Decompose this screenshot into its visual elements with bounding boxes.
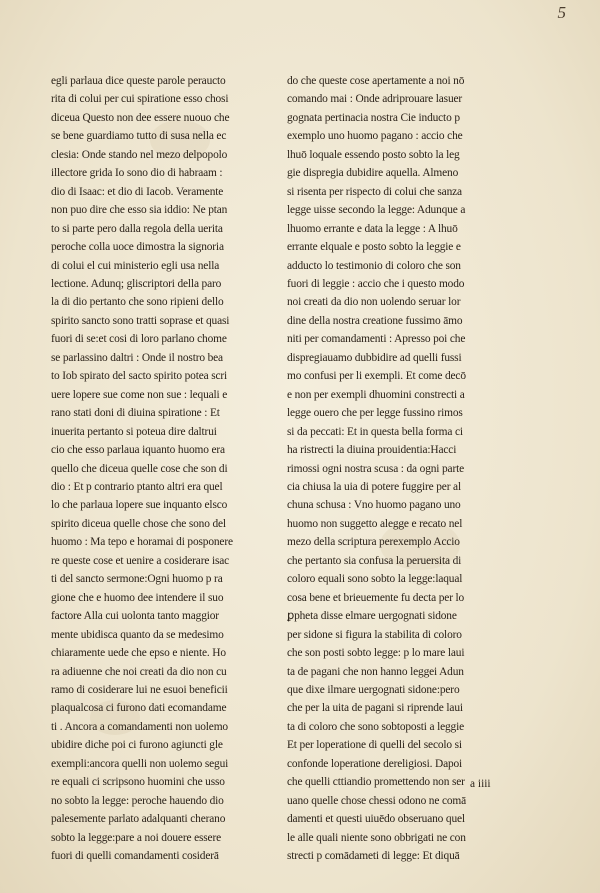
text-line: fuori di leggie : accio che i questo modo (287, 277, 465, 290)
text-line: ti del sancto sermone:Ogni huomo p ra (51, 573, 223, 586)
text-line: si risenta per rispecto di colui che sanza (287, 185, 462, 198)
text-line: ta di coloro che sono sobtoposti a leggie (287, 720, 465, 733)
text-line: dio di Isaac: et dio di Iacob. Veramente (51, 185, 224, 198)
text-line: uano quelle chose chessi odono ne comā (287, 794, 467, 807)
text-line: no sobto la legge: peroche hauendo dio (51, 794, 224, 807)
text-line: niti per comandamenti : Apresso poi che (287, 333, 466, 346)
text-line: cia chiusa la uia di potere fuggire per al (287, 480, 461, 493)
text-line: errante elquale e posto sobto la leggie e (287, 241, 461, 254)
text-line: uere lopere sue come non sue : lequali e (51, 388, 228, 401)
text-line: dine della nostra creatione fussimo āmo (287, 314, 463, 327)
text-line: rano stati doni di diuina spiratione : Et (51, 407, 220, 420)
folio-number: 5 (557, 3, 566, 22)
text-line: che pertanto sia confusa la peruersita di (287, 554, 462, 567)
text-line: dispregiauamo dubbidire ad quelli fussi (287, 351, 462, 364)
text-line: to si parte pero dalla regola della uerita (51, 222, 223, 235)
text-line: re queste cose et uenire a cosiderare isac (51, 554, 230, 567)
text-line: di colui el cui ministerio egli usa nella (51, 259, 220, 272)
text-line: non puo dire che esso sia iddio: Ne ptan (51, 204, 228, 217)
left-text-column (51, 72, 273, 865)
text-line: que dixe ilmare uergognati sidone:pero (287, 683, 460, 696)
text-line: noi creati da dio non uolendo seruar lor (287, 296, 461, 309)
text-line: ti . Ancora a comandamenti non uolemo (51, 720, 228, 733)
text-line: mo confusi per li exempli. Et come decō (287, 370, 466, 383)
text-line: lhuomo errante e data la legge : A lhuō (287, 222, 458, 235)
text-line: lhuō loquale essendo posto sobto la leg (287, 148, 460, 161)
text-line: palesemente parlato adalquanti cherano (51, 813, 226, 826)
text-line: huomo non suggetto alegge e recato nel (287, 517, 463, 530)
text-line: peroche colla uoce dimostra la signoria (51, 241, 224, 254)
text-line: le alle quali niente sono obbrigati ne con (287, 831, 466, 844)
text-line: dio : Et p contrario ptanto altri era quel (51, 480, 223, 493)
text-line: se parlassino daltri : Onde il nostro bea (51, 351, 223, 364)
text-line: plaqualcosa ci furono dati ecomandame (51, 702, 227, 715)
text-line: cosa bene et brieuemente fu decta per lo (287, 591, 465, 604)
text-line: legge uisse secondo la legge: Adunque a (287, 204, 466, 217)
text-line: ha ristrecti la diuina prouidentia:Hacci (287, 444, 457, 457)
text-line: che son posti sobto legge: p lo mare laui (287, 647, 465, 660)
text-line: lectione. Adunq; gliscriptori della paro (51, 277, 222, 290)
text-line: egli parlaua dice queste parole peraucto (51, 75, 226, 87)
text-line: mezo della scriptura perexemplo Accio (287, 536, 460, 549)
text-line: fuori di se:et cosi di loro parlano chome (51, 333, 227, 346)
text-line: gie dispregia dubidire aquella. Almeno (287, 167, 459, 180)
text-line: exempli:ancora quelli non uolemo segui (51, 757, 229, 770)
text-line: chiaramente uede che epso e niente. Ho (51, 647, 226, 660)
text-line: che quelli cttiandio promettendo non ser (287, 776, 465, 789)
text-line: chuna schusa : Vno huomo pagano uno (287, 499, 461, 512)
text-line: comando mai : Onde adriprouare lasuer (287, 93, 463, 106)
text-line: diceua Questo non dee essere nuouo che (51, 111, 230, 124)
text-line: sobto la legge:pare a noi douere essere (51, 831, 221, 844)
text-line: clesia: Onde stando nel mezo delpopolo (51, 148, 228, 161)
right-text-column (287, 72, 509, 865)
text-line: mente ubidisca quanto da se medesimo (51, 628, 224, 641)
text-line: gione che e huomo dee intendere il suo (51, 591, 224, 604)
text-line: rimossi ogni nostra scusa : da ogni parte (287, 462, 465, 475)
text-line: ta de pagani che non hanno leggei Adun (287, 665, 464, 678)
text-line: cio che esso parlaua iquanto huomo era (51, 444, 225, 457)
text-line: lo che parlaua lopere sue inquanto elsco (51, 499, 228, 512)
text-line: to Iob spirato del sacto spirito potea scri (51, 370, 228, 383)
text-line: legge ouero che per legge fussino rimos (287, 407, 463, 420)
text-line: spirito sancto sono tratti soprase et quasi (51, 314, 230, 327)
text-line: confonde loperatione dereligiosi. Dapoi (287, 757, 463, 770)
text-line: ubidire diche poi ci furono agiuncti gle (51, 739, 223, 752)
text-line: illectore grida Io sono dio di habraam : (51, 167, 223, 180)
text-line: ramo di cosiderare lui ne esuoi beneficii (51, 683, 228, 696)
text-line: ra adiuenne che noi creati da dio non cu (51, 665, 227, 678)
text-line: do che queste cose apertamente a noi nō (287, 75, 465, 87)
text-line: re equali ci scripsono huomini che usso (51, 776, 225, 789)
text-line: e non per exempli dhuomini constrecti a (287, 388, 465, 401)
text-line: spirito diceua quelle chose che sono del (51, 517, 226, 530)
text-line: fuori di quelli comandamenti cosiderā (51, 850, 219, 863)
text-line: strecti p comādameti di legge: Et diquā (287, 850, 460, 863)
text-line: per sidone si figura la stabilita di coloro (287, 628, 462, 641)
text-line: inuerita pertanto si poteua dire daltrui (51, 425, 217, 438)
text-line: huomo : Ma tepo e horamai di posponere (51, 536, 233, 549)
text-line: Et per loperatione di quelli del secolo si (287, 739, 462, 752)
text-line: factore Alla cui uolonta tanto maggior (51, 610, 219, 623)
text-line: ꝑpheta disse elmare uergognati sidone (287, 610, 457, 623)
signature-mark: a iiii (470, 778, 491, 790)
text-line: si da peccati: Et in questa bella forma ci (287, 425, 463, 438)
text-line: adducto lo testimonio di coloro che son (287, 259, 461, 272)
text-line: quello che diceua quelle cose che son di (51, 462, 228, 475)
text-line: damenti et questi uiuēdo obseruano quel (287, 813, 465, 826)
text-line: gognata pertinacia nostra Cie inducto p (287, 111, 460, 124)
text-line: rita di colui per cui spiratione esso chosi (51, 93, 229, 106)
text-line: la di dio pertanto che sono ripieni dello (51, 296, 224, 309)
text-line: coloro equali sono sobto la legge:laqual (287, 573, 463, 586)
text-line: che per la uita de pagani si riprende laui (287, 702, 463, 715)
text-line: exemplo uno huomo pagano : accio che (287, 130, 463, 143)
text-line: se bene guardiamo tutto di susa nella ec (51, 130, 227, 143)
